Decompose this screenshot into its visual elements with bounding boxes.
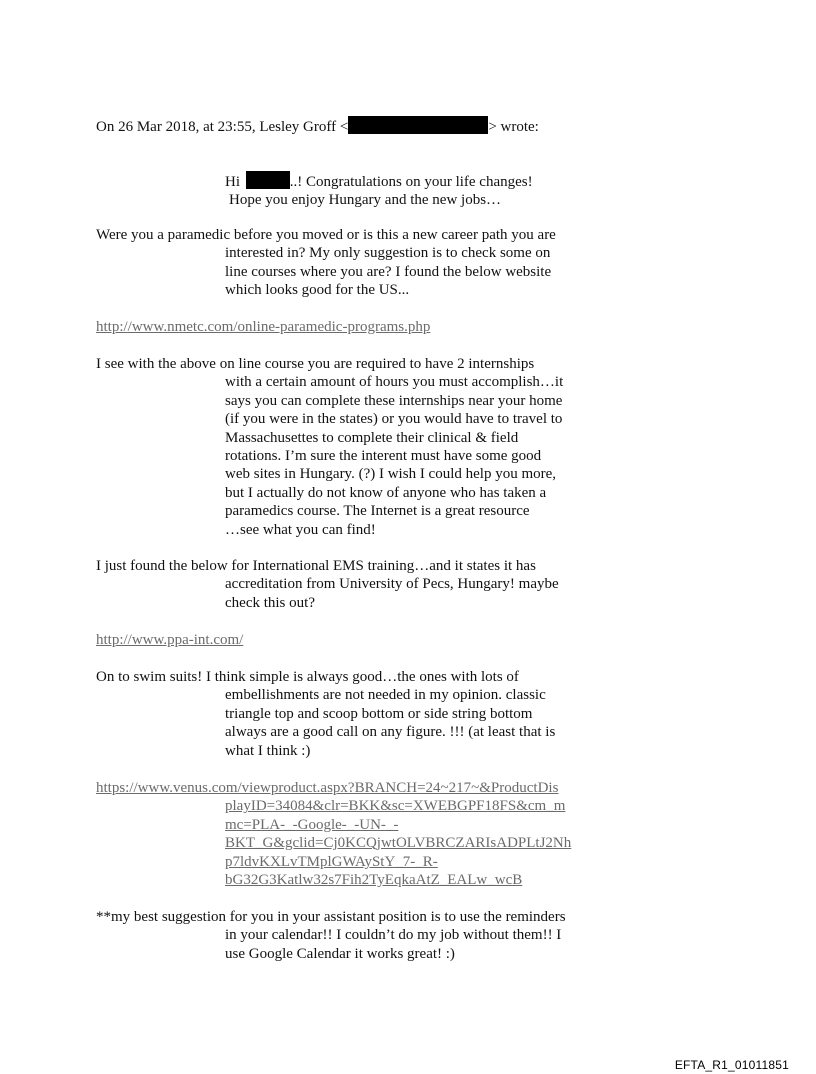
link-text[interactable]: playID=34084&clr=BKK&sc=XWEBGPF18FS&cm_m (225, 798, 566, 815)
link-text[interactable]: p7ldvKXLvTMplGWAyStY_7-_R- (225, 853, 438, 870)
paragraph-line: embellishments are not needed in my opinion. classic (225, 687, 546, 704)
greeting-line1: ..! Congratulations on your life changes! (289, 174, 533, 190)
paragraph-line: I just found the below for International EMS training…and it states it has (96, 558, 536, 574)
paragraph-line: check this out? (225, 594, 315, 611)
link-ppa[interactable] (96, 631, 596, 649)
greeting-line2: Hope you enjoy Hungary and the new jobs… (229, 192, 502, 209)
paragraph-line: (if you were in the states) or you would have to travel to (225, 411, 563, 428)
greeting (96, 171, 596, 210)
paragraph-line: interested in? My only suggestion is to check some on (225, 245, 551, 262)
redaction-bar (348, 116, 488, 134)
paragraph-line: says you can complete these internships near your home (225, 392, 563, 409)
link-text[interactable]: mc=PLA-_-Google-_-UN-_- (225, 816, 399, 833)
paragraph-line: line courses where you are? I found the below website (225, 263, 552, 280)
header-suffix: > wrote: (488, 119, 539, 135)
paragraph-line: Massachusettes to complete their clinical & field (225, 429, 519, 446)
paragraph-swim-suits (96, 668, 596, 760)
link-text[interactable]: BKT_G&gclid=Cj0KCQjwtOLVBRCZARIsADPLtJ2Nh (225, 835, 572, 852)
paragraph-line: with a certain amount of hours you must accomplish…it (225, 374, 564, 391)
email-header (96, 116, 596, 136)
paragraph-line: rotations. I’m sure the interent must have some good (225, 448, 542, 465)
paragraph-internships (96, 355, 596, 539)
paragraph-line: On to swim suits! I think simple is always good…the ones with lots of (96, 669, 519, 685)
paragraph-line: use Google Calendar it works great! :) (225, 945, 455, 962)
paragraph-line: accreditation from University of Pecs, Hungary! maybe (225, 576, 559, 593)
paragraph-line: web sites in Hungary. (?) I wish I could help you more, (225, 466, 557, 483)
document-id: EFTA_R1_01011851 (674, 1058, 789, 1072)
link-text[interactable]: https://www.venus.com/viewproduct.aspx?BRANCH=24~217~&ProductDis (96, 780, 559, 796)
paragraph-line: but I actually do not know of anyone who has taken a (225, 484, 547, 501)
paragraph-line: always are a good call on any figure. !!! (at least that is (225, 724, 556, 741)
paragraph-line: paramedics course. The Internet is a great resource (225, 503, 530, 520)
greeting-hi: Hi (225, 174, 240, 190)
paragraph-line: triangle top and scoop bottom or side string bottom (225, 705, 533, 722)
paragraph-line: I see with the above on line course you are required to have 2 internships (96, 356, 535, 372)
paragraph-line: what I think :) (225, 742, 311, 759)
link-text[interactable]: bG32G3Katlw32s7Fih2TyEqkaAtZ_EALw_wcB (225, 872, 523, 889)
paragraph-line: **my best suggestion for you in your assistant position is to use the reminders (96, 909, 566, 925)
redaction-bar (246, 171, 290, 189)
link-text[interactable]: http://www.ppa-int.com/ (96, 632, 244, 648)
paragraph-line: …see what you can find! (225, 521, 376, 538)
paragraph-line: in your calendar!! I couldn’t do my job without them!! I (225, 927, 562, 944)
paragraph-line: which looks good for the US... (225, 282, 410, 299)
header-prefix: On 26 Mar 2018, at 23:55, Lesley Groff < (96, 119, 349, 135)
link-text[interactable]: http://www.nmetc.com/online-paramedic-programs.php (96, 319, 431, 335)
link-nmetc[interactable] (96, 318, 596, 336)
paragraph-ems (96, 557, 596, 612)
link-venus[interactable] (96, 779, 596, 889)
paragraph-paramedic (96, 226, 596, 300)
paragraph-calendar (96, 908, 596, 963)
paragraph-line: Were you a paramedic before you moved or is this a new career path you are (96, 227, 556, 243)
